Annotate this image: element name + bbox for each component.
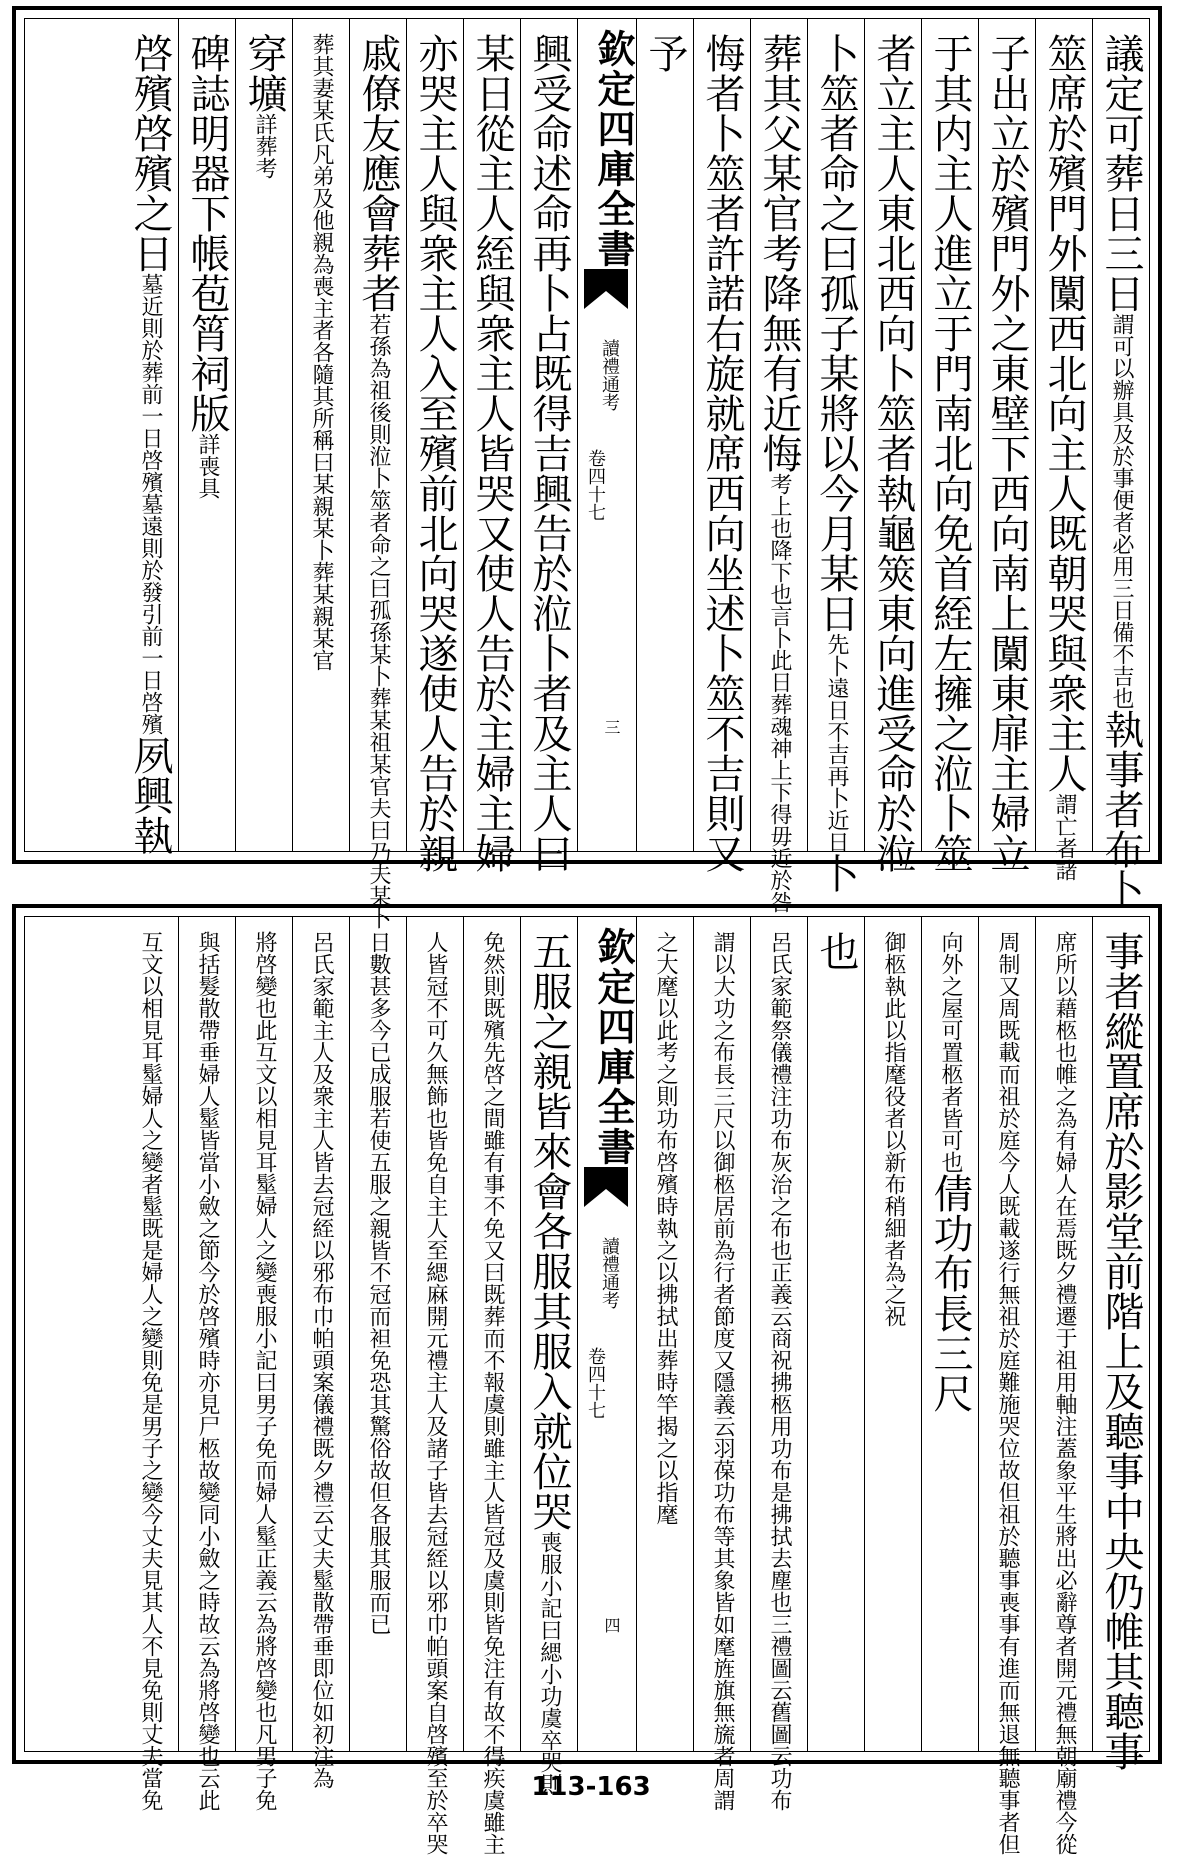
book-subtitle: 讀禮通考	[599, 1237, 620, 1309]
text-column	[693, 19, 750, 873]
annotation-text: 將啓變也此互文以相見耳髽婦人之變喪服小記曰男子免而婦人髽正義云為將啓變也凡男子免	[252, 931, 277, 1811]
column-text	[981, 33, 1033, 873]
annotation-text: 呂氏家範祭儀禮注功布灰治之布也正義云商祝拂柩用功布是拂拭去塵也三禮圖云舊圖云功布	[767, 931, 792, 1811]
book-subtitle: 讀禮通考	[599, 339, 620, 411]
text-column	[864, 19, 921, 873]
column-text	[696, 931, 748, 1811]
text-column	[1092, 19, 1149, 909]
volume-label: 卷四十七	[585, 1347, 606, 1419]
main-text: 執事者布卜	[1098, 709, 1144, 909]
main-text: 于其内主人進立于門南北向免首絰左擁之涖卜筮	[927, 33, 973, 873]
main-text: 者立主人東北西向卜筮者執龜筴東向進受命於涖	[870, 33, 916, 873]
column-text	[295, 931, 347, 1789]
main-text: 議定可葬日三日	[1098, 33, 1144, 313]
annotation-text: 先卜遠日不吉再卜近日	[824, 633, 849, 853]
volume-label: 卷四十七	[585, 449, 606, 521]
text-column	[978, 19, 1035, 873]
main-text: 五服之親皆來會各服其服入就位哭	[526, 931, 572, 1531]
top-page	[12, 6, 1162, 929]
column-text	[409, 931, 461, 1855]
annotation-text: 之大麾以此考之則功布啓殯時執之以拂拭出葬時竿揭之以指麾	[653, 931, 678, 1525]
main-text: 事者縱置席於影堂前階上及聽事中央仍帷其聽事	[1098, 931, 1144, 1771]
book-spine	[577, 917, 636, 1751]
annotation-text: 謂亡者諸	[1052, 793, 1077, 881]
column-text	[466, 33, 518, 873]
main-text: 卜筮者許諾右旋就席西向坐述卜筮不吉則又	[699, 113, 745, 873]
main-text: 筮席於殯門外闑西北向主人既朝哭與衆主人	[1041, 33, 1087, 793]
text-column	[463, 19, 520, 873]
book-title: 欽定四庫全書	[591, 29, 636, 269]
text-column	[750, 19, 807, 913]
text-column	[463, 917, 520, 1855]
column-text	[639, 931, 691, 1525]
text-column	[406, 19, 463, 873]
leaf-number: 四	[602, 1617, 621, 1633]
main-text: 穿壙	[241, 33, 287, 113]
text-column	[807, 917, 864, 1751]
text-column	[1092, 917, 1149, 1771]
column-text	[867, 931, 919, 1327]
text-column	[693, 917, 750, 1811]
column-text	[924, 33, 976, 873]
text-column	[520, 19, 577, 873]
annotation-text: 詳葬考	[252, 113, 277, 179]
column-text	[466, 931, 518, 1855]
fishtail-ornament-icon	[584, 269, 628, 329]
main-text: 葬其父某官考降無有近悔	[756, 33, 802, 473]
book-title: 欽定四庫全書	[591, 927, 636, 1167]
column-text	[753, 931, 805, 1811]
column-text	[1095, 931, 1147, 1771]
annotation-text: 考上也降下也言卜此日葬魂神上下得毋近於咎	[767, 473, 792, 913]
main-text: 出立於殯門外之東壁下西向南上闑東扉主婦立	[984, 73, 1030, 873]
column-text	[295, 33, 347, 671]
text-column	[178, 19, 235, 851]
text-column	[520, 917, 577, 1795]
main-text: 戚僚友應會葬者	[355, 33, 401, 313]
column-text	[1038, 33, 1090, 881]
main-text: 卜筮者命之曰孤子某將以今月某日	[813, 33, 859, 633]
column-text	[523, 33, 575, 873]
column-text	[124, 33, 176, 855]
main-text: 夙興執	[127, 735, 173, 855]
column-text	[1038, 931, 1090, 1855]
text-column	[807, 19, 864, 893]
main-text: 卜	[813, 853, 859, 893]
main-text: 興受命述命再卜占既得吉興告於涖卜者及主人曰	[526, 33, 572, 873]
annotation-text: 御柩執此以指麾役者以新布稍細者為之祝	[881, 931, 906, 1327]
main-text: 倩功布長三尺	[927, 1173, 973, 1413]
text-column	[292, 19, 349, 851]
leaf-number: 三	[602, 719, 621, 735]
annotation-text: 免然則既殯先啓之間雖有事不免又曰既葬而不報虞則雖主人皆冠及虞則皆免注有故不得疾虞雖主	[480, 931, 505, 1855]
column-text	[981, 931, 1033, 1855]
text-column	[406, 917, 463, 1855]
column-text	[124, 931, 176, 1811]
column-text	[409, 33, 461, 873]
page-number: 113-163	[531, 1772, 651, 1802]
annotation-text: 謂可以辦具及於事便者必用三日備不吉也	[1109, 313, 1134, 709]
column-text	[696, 33, 748, 873]
annotation-text: 向外之屋可置柩者皆可也	[938, 931, 963, 1173]
top-page-body	[24, 18, 1150, 929]
annotation-text: 與括髮散帶垂婦人髽皆當小斂之節今於啓殯時亦見尸柩故變同小斂之時故云為將啓變也云此	[195, 931, 220, 1811]
annotation-text: 謂以大功之布長三尺以御柩居前為行者節度又隱義云羽葆功布等其象皆如麾旌旗無旒者周謂	[710, 931, 735, 1811]
column-text	[238, 33, 290, 179]
text-column	[978, 917, 1035, 1855]
text-column	[235, 917, 292, 1811]
column-text	[867, 33, 919, 873]
text-column	[864, 917, 921, 1751]
main-text: 子	[984, 33, 1030, 73]
text-column	[636, 19, 693, 851]
text-column	[1035, 917, 1092, 1855]
text-column	[349, 917, 406, 1751]
annotation-text: 葬其妻某氏凡弟及他親為喪主者各隨其所稱曰某親某卜葬某親某官	[309, 33, 334, 671]
annotation-text: 呂氏家範主人及衆主人皆去冠絰以邪布巾帕頭案儀禮既夕禮云丈夫髽散帶垂即位如初注為	[309, 931, 334, 1789]
book-spine	[577, 19, 636, 851]
annotation-text: 周制又周既載而祖於庭今人既載遂行無祖於庭難施哭位故但祖於聽事喪事有進而無退無聽事者但	[995, 931, 1020, 1855]
main-text: 啓殯啓殯之日	[127, 33, 173, 273]
text-column	[122, 917, 178, 1811]
main-text: 悔者	[699, 33, 745, 113]
main-text: 某日從主人絰與衆主人皆哭又使人告於主婦主婦	[469, 33, 515, 873]
annotation-text: 喪服小記曰緦小功虞卒哭則	[537, 1531, 562, 1795]
annotation-text: 日數甚多今已成服若使五服之親皆不冠而袒免恐其驚俗故但各服其服而已	[366, 931, 391, 1635]
column-text	[181, 931, 233, 1811]
annotation-text: 席所以藉柩也帷之為有婦人在焉既夕禮遷于祖用軸注蓋象平生將出必辭尊者開元禮無朝廟禮今從	[1052, 931, 1077, 1855]
text-column	[1035, 19, 1092, 881]
column-text	[352, 931, 404, 1635]
annotation-text: 詳喪具	[195, 433, 220, 499]
text-column	[178, 917, 235, 1811]
column-text	[238, 931, 290, 1811]
column-text	[523, 931, 575, 1795]
main-text: 也	[813, 931, 859, 971]
column-text	[181, 33, 233, 499]
main-text: 予	[642, 33, 688, 73]
annotation-text: 互文以相見耳髽婦人之變者髽既是婦人之變則免是男子之變今丈夫見其人不見免則丈夫當免	[138, 931, 163, 1811]
main-text: 碑誌明器下帳苞筲祠版	[184, 33, 230, 433]
annotation-text: 墓近則於葬前一日啓殯墓遠則於發引前一日啓殯	[138, 273, 163, 735]
text-column	[921, 917, 978, 1751]
column-text	[924, 931, 976, 1413]
text-column	[921, 19, 978, 873]
column-text	[810, 931, 862, 971]
text-column	[349, 19, 406, 929]
text-column	[235, 19, 292, 851]
annotation-text: 若孫為祖後則涖卜筮者命之曰孤孫某卜葬某祖某官夫曰乃夫某卜	[366, 313, 391, 929]
text-column	[122, 19, 178, 855]
column-text	[639, 33, 691, 73]
column-text	[753, 33, 805, 913]
column-text	[810, 33, 862, 893]
column-text	[1095, 33, 1147, 909]
text-column	[636, 917, 693, 1751]
main-text: 亦哭主人與衆主人入至殯前北向哭遂使人告於親	[412, 33, 458, 873]
text-column	[292, 917, 349, 1789]
text-column	[750, 917, 807, 1811]
column-text	[352, 33, 404, 929]
annotation-text: 人皆冠不可久無飾也皆免自主人至緦麻開元禮主人及諸子皆去冠絰以邪巾帕頭案自啓殯至於卒哭	[423, 931, 448, 1855]
fishtail-ornament-icon	[584, 1167, 628, 1227]
